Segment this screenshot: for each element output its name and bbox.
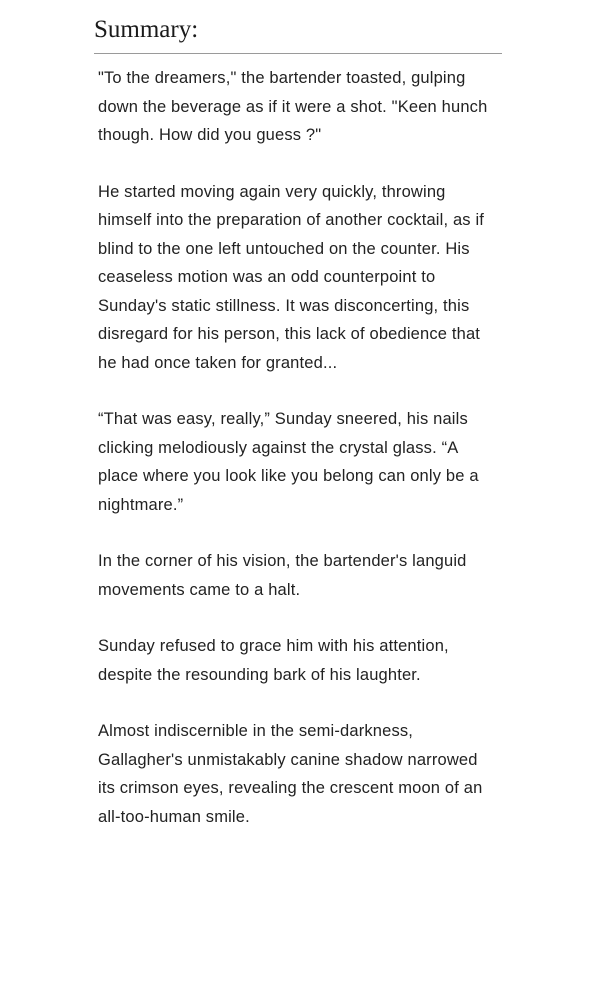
document-body bbox=[98, 64, 507, 831]
page-title: Summary: bbox=[94, 14, 502, 54]
paragraph: "To the dreamers," the bartender toasted, gulping down the beverage as if it were a shot. "Keen hunch though. How did you guess ?" bbox=[98, 69, 488, 145]
paragraph: Sunday refused to grace him with his attention, despite the resounding bark of his laughter. bbox=[98, 637, 449, 684]
paragraph: He started moving again very quickly, throwing himself into the preparation of another cocktail, as if blind to the one left untouched on the counter. His ceaseless motion was an odd counterpoint to Sunday's static stillness. It was disconcerting, this disregard for his person, this lack of obedience that he had once taken for granted... bbox=[98, 182, 485, 372]
paragraph: Almost indiscernible in the semi-darkness, Gallagher's unmistakably canine shadow narrowed its crimson eyes, revealing the crescent moon of an all-too-human smile. bbox=[98, 722, 483, 826]
paragraph: In the corner of his vision, the bartender's languid movements came to a halt. bbox=[98, 552, 467, 599]
paragraph: “That was easy, really,” Sunday sneered, his nails clicking melodiously against the crystal glass. “A place where you look like you belong can only be a nightmare.” bbox=[98, 410, 479, 514]
